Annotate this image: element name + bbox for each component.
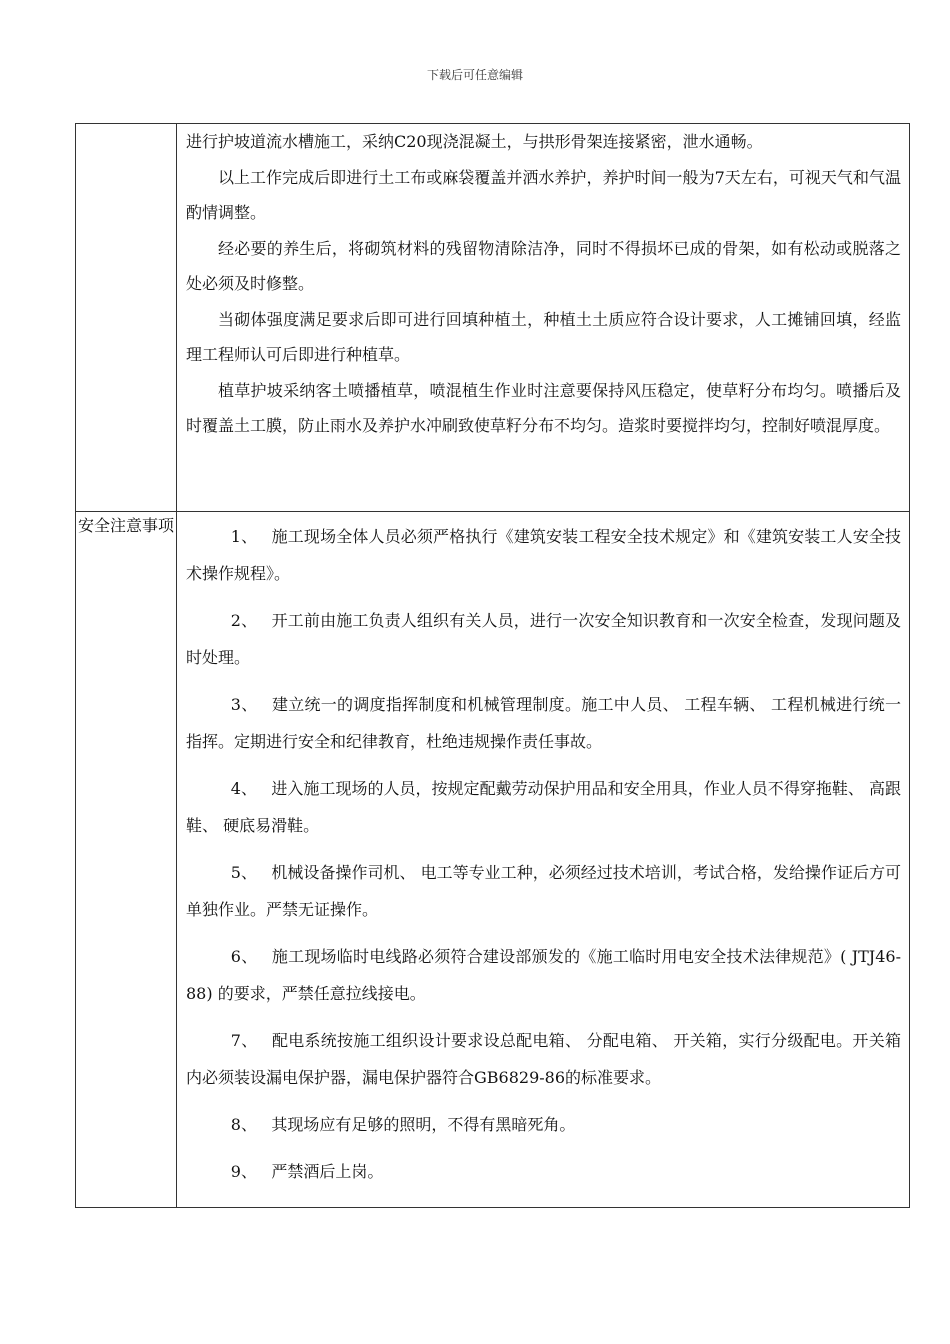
safety-item [186,770,901,844]
safety-item [186,1153,901,1190]
safety-item-number: 8、 [230,1115,257,1134]
safety-item-text: 配电系统按施工组织设计要求设总配电箱、 分配电箱、 开关箱，实行分级配电。开关箱内必须装设漏电保护器，漏电保护器符合GB6829-86的标准要求。 [186,1031,901,1087]
safety-item [186,518,901,592]
process-paragraph: 进行护坡道流水槽施工，采纳C20现浇混凝土，与拱形骨架连接紧密，泄水通畅。 [186,132,763,151]
process-content-cell [177,124,910,512]
safety-item-number: 6、 [230,947,258,966]
safety-item-text: 建立统一的调度指挥制度和机械管理制度。施工中人员、 工程车辆、 工程机械进行统一指挥。定期进行安全和纪律教育，杜绝违规操作责任事故。 [186,695,901,751]
safety-item-text: 开工前由施工负责人组织有关人员，进行一次安全知识教育和一次安全检查，发现问题及时处理。 [186,611,901,667]
safety-item-text: 机械设备操作司机、 电工等专业工种，必须经过技术培训，考试合格，发给操作证后方可单独作业。严禁无证操作。 [186,863,901,919]
safety-item-number: 4、 [230,779,258,798]
safety-item-text: 施工现场临时电线路必须符合建设部颁发的《施工临时用电安全技术法律规范》( JTJ46-88) 的要求，严禁任意拉线接电。 [186,947,901,1003]
safety-content-cell [177,512,910,1208]
table-row-process [76,124,910,512]
safety-item-number: 1、 [230,527,258,546]
safety-label: 安全注意事项 [76,512,177,1208]
safety-item [186,602,901,676]
safety-item [186,938,901,1012]
safety-item-number: 2、 [230,611,258,630]
safety-item-number: 5、 [230,863,258,882]
process-paragraph: 植草护坡采纳客土喷播植草，喷混植生作业时注意要保持风压稳定，使草籽分布均匀。喷播后及时覆盖土工膜，防止雨水及养护水冲刷致使草籽分布不均匀。造浆时要搅拌均匀，控制好喷混厚度。 [186,380,901,435]
process-paragraph: 当砌体强度满足要求后即可进行回填种植土，种植土土质应符合设计要求，人工摊铺回填，经监理工程师认可后即进行种植草。 [186,309,901,364]
safety-item [186,854,901,928]
safety-item-number: 3、 [230,695,258,714]
row-label-empty [76,124,177,512]
process-paragraph: 经必要的养生后，将砌筑材料的残留物清除洁净，同时不得损坏已成的骨架，如有松动或脱落之处必须及时修整。 [186,238,901,293]
safety-item-text: 严禁酒后上岗。 [271,1162,384,1181]
safety-item [186,1106,901,1143]
safety-item [186,1022,901,1096]
safety-item-text: 施工现场全体人员必须严格执行《建筑安装工程安全技术规定》和《建筑安装工人安全技术操作规程》。 [186,527,901,583]
table-row-safety [76,512,910,1208]
safety-item-number: 9、 [230,1162,257,1181]
safety-item-number: 7、 [230,1031,258,1050]
process-paragraph: 以上工作完成后即进行土工布或麻袋覆盖并洒水养护，养护时间一般为7天左右，可视天气和气温酌情调整。 [186,167,901,222]
safety-item-text: 其现场应有足够的照明，不得有黑暗死角。 [271,1115,576,1134]
page-header-note: 下载后可任意编辑 [426,68,523,82]
safety-item [186,686,901,760]
construction-table [75,123,910,1208]
safety-item-text: 进入施工现场的人员，按规定配戴劳动保护用品和安全用具，作业人员不得穿拖鞋、 高跟鞋、 硬底易滑鞋。 [186,779,901,835]
